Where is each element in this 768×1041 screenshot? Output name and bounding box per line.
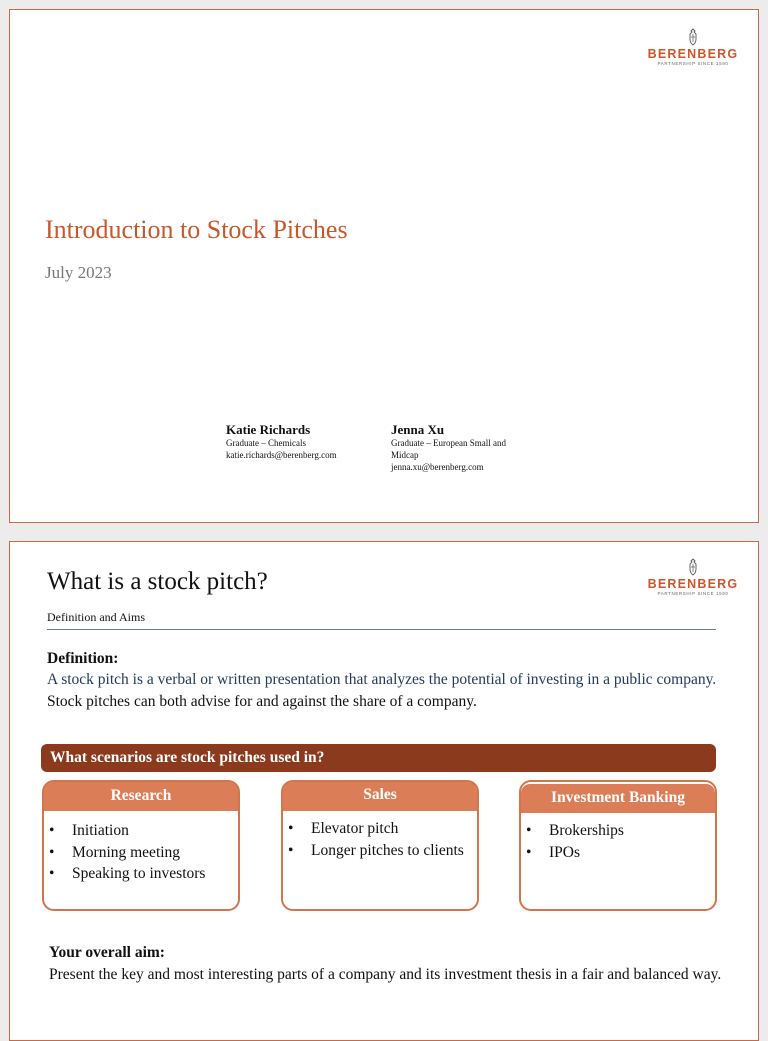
card-title: Investment Banking: [521, 784, 715, 813]
title-divider: [47, 629, 716, 630]
list-item: • Elevator pitch: [311, 818, 471, 840]
brand-name: BERENBERG: [647, 577, 739, 591]
card-title: Sales: [283, 782, 477, 811]
slide-title: What is a stock pitch?: [47, 568, 268, 595]
list-item: • IPOs: [549, 842, 624, 864]
title-slide: [9, 9, 759, 523]
crest-icon: [686, 558, 700, 576]
slide-subtitle: Definition and Aims: [47, 610, 145, 624]
list-item: • Speaking to investors: [72, 863, 205, 885]
card-title: Research: [44, 782, 238, 811]
list-item: • Brokerships: [549, 820, 624, 842]
scenarios-banner: What scenarios are stock pitches used in?: [41, 744, 716, 772]
definition-text: [47, 669, 727, 713]
card-list: [44, 820, 205, 885]
berenberg-logo: [638, 558, 748, 597]
author-role: Graduate – Chemicals: [226, 438, 306, 448]
scenario-card-research: [42, 780, 240, 911]
author-card: [391, 422, 531, 473]
card-list: [521, 820, 624, 863]
list-item: • Initiation: [72, 820, 205, 842]
author-email: jenna.xu@berenberg.com: [391, 462, 484, 472]
crest-icon: [686, 28, 700, 46]
scenario-card-sales: [281, 780, 479, 911]
brand-tagline: PARTNERSHIP SINCE 1590: [657, 61, 729, 66]
author-role: Graduate – European Small and Midcap: [391, 438, 506, 460]
scenario-card-investment-banking: [519, 780, 717, 911]
presentation-title: Introduction to Stock Pitches: [45, 215, 348, 244]
author-name: Katie Richards: [226, 422, 311, 437]
definition-highlight: A stock pitch is a verbal or written presentation that analyzes the potential of investing in a public company.: [47, 671, 717, 688]
author-email: katie.richards@berenberg.com: [226, 450, 337, 460]
definition-slide: [9, 541, 759, 1041]
definition-heading: Definition:: [47, 650, 119, 667]
list-item: • Longer pitches to clients: [311, 840, 471, 862]
list-item: • Morning meeting: [72, 842, 205, 864]
author-card: [226, 422, 396, 461]
presentation-date: July 2023: [45, 263, 112, 282]
aim-text: Present the key and most interesting parts of a company and its investment thesis in a fair and balanced way.: [49, 966, 722, 983]
definition-rest: Stock pitches can both advise for and against the share of a company.: [47, 693, 477, 710]
brand-tagline: PARTNERSHIP SINCE 1590: [657, 591, 729, 596]
brand-name: BERENBERG: [647, 47, 739, 61]
berenberg-logo: [638, 28, 748, 67]
aim-heading: Your overall aim:: [49, 944, 165, 961]
author-name: Jenna Xu: [391, 422, 445, 437]
card-list: [283, 818, 471, 861]
